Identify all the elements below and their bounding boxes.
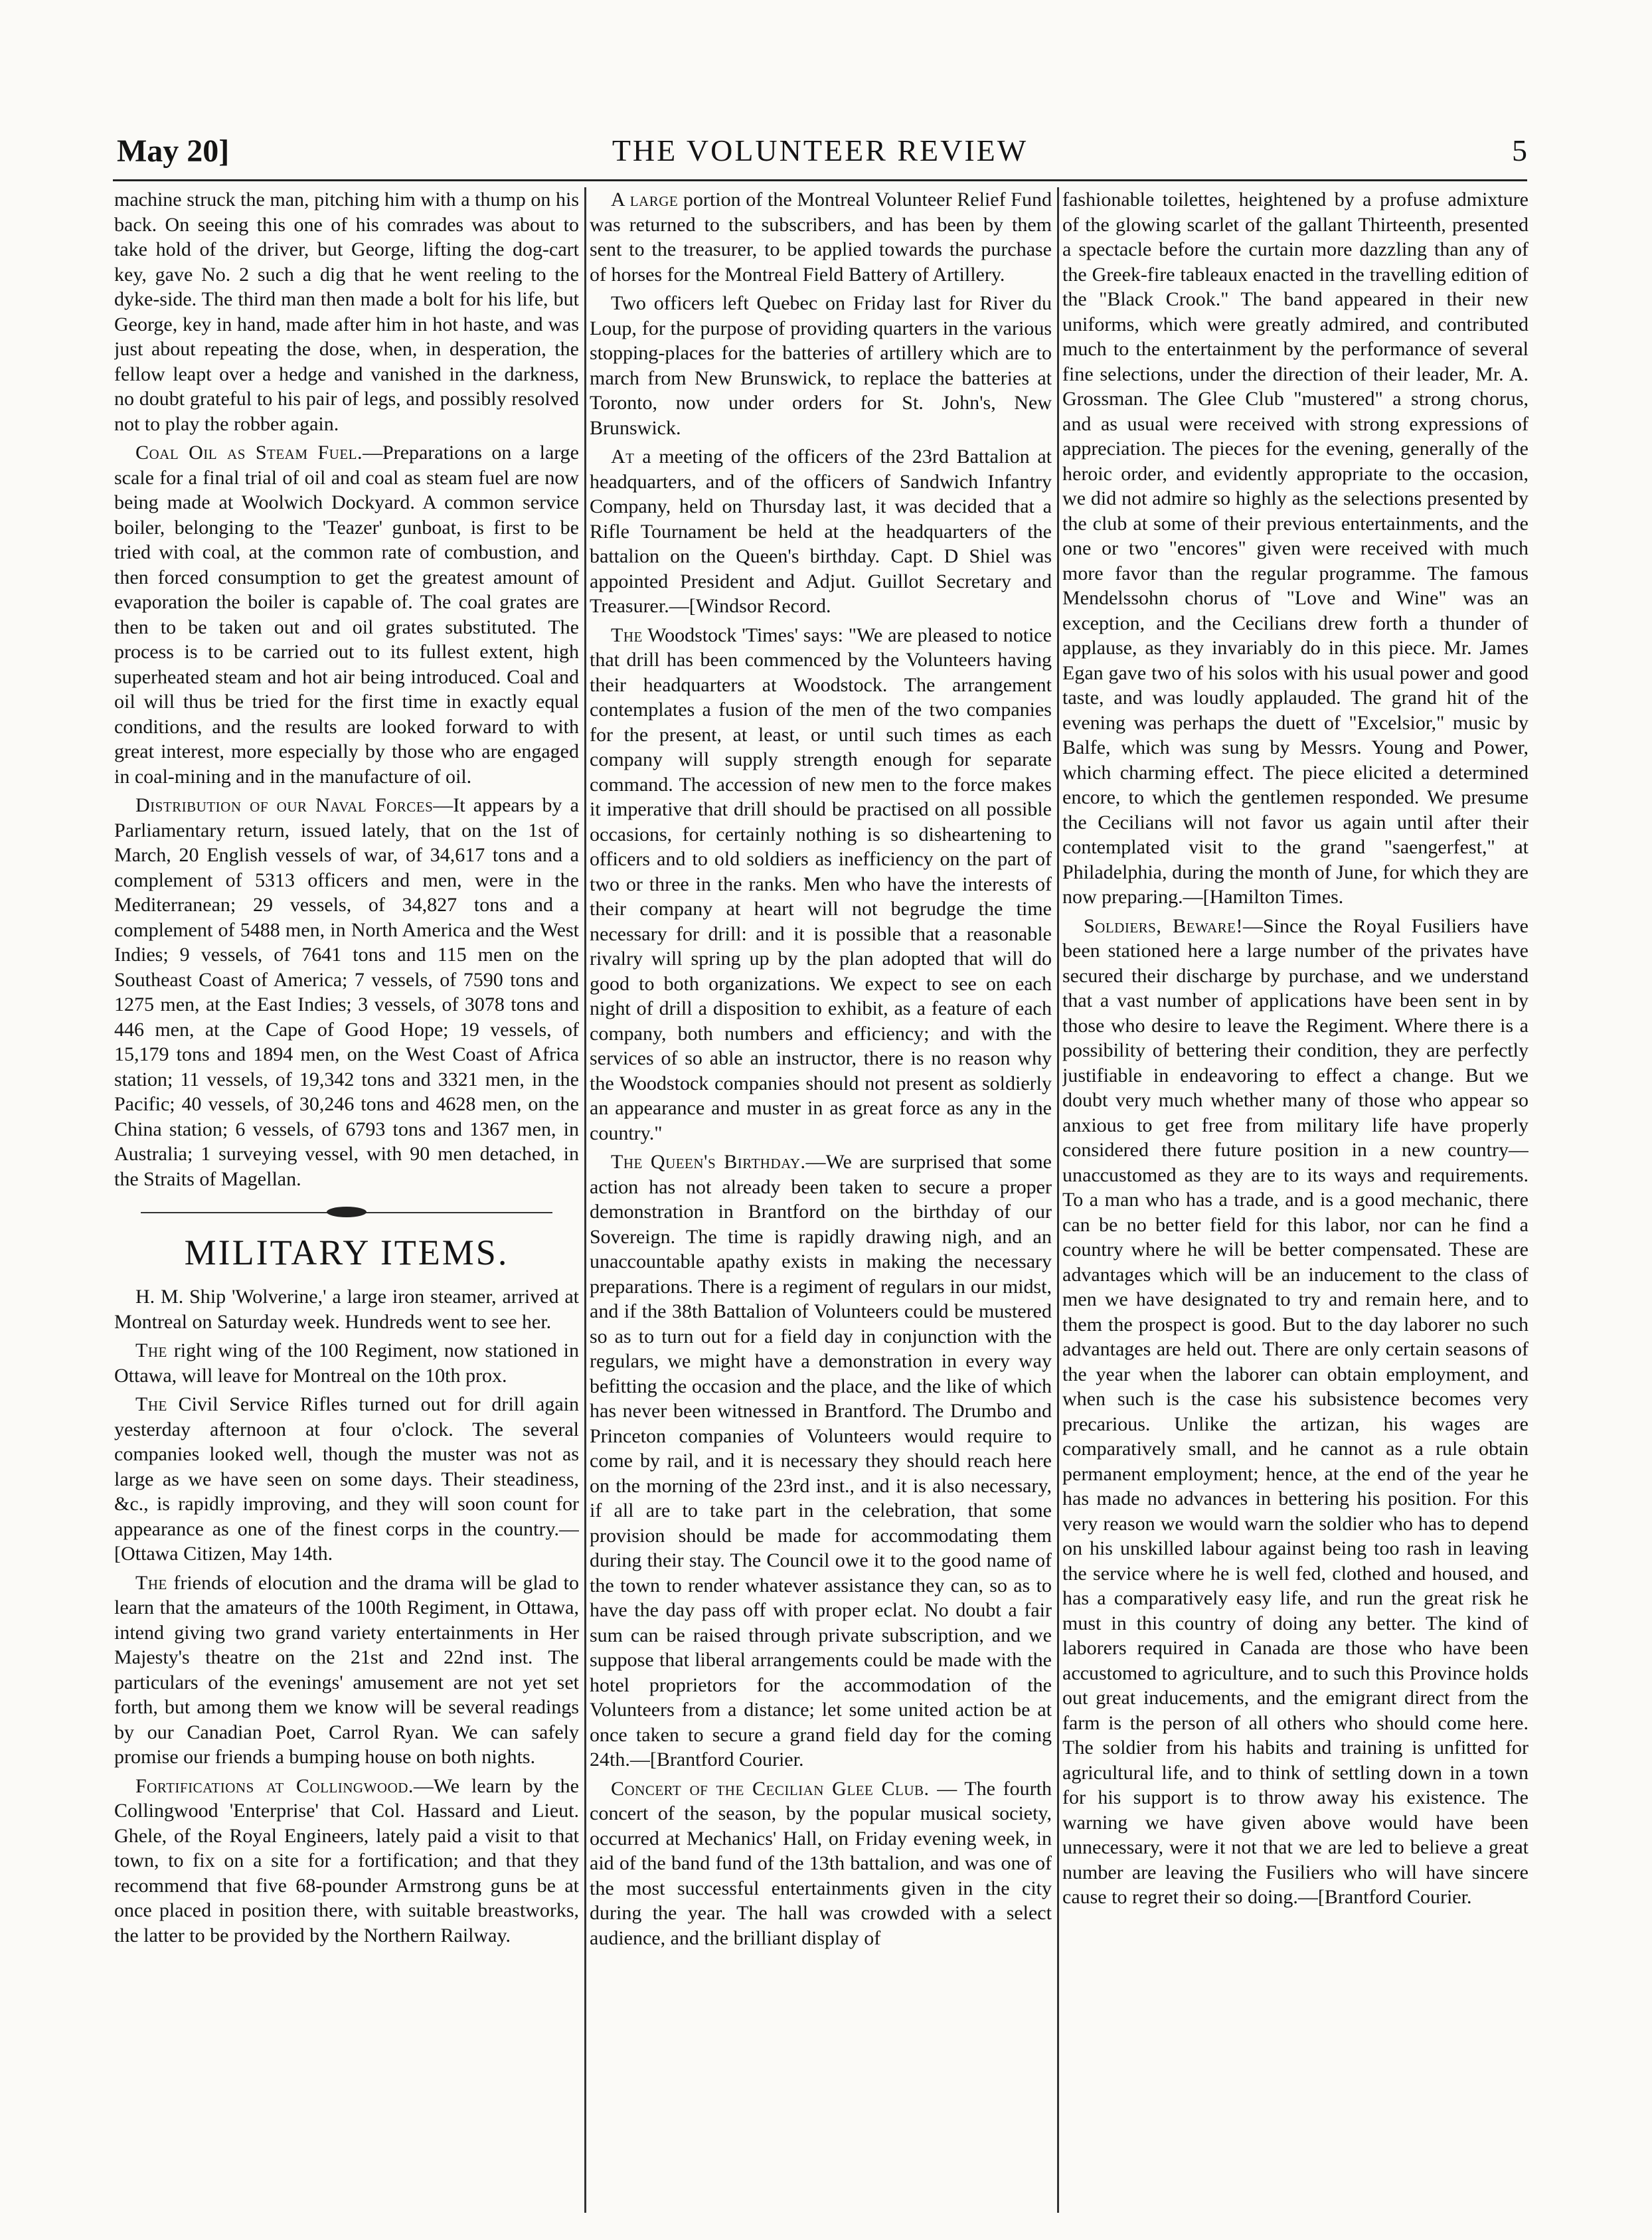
article-body: —We are surprised that some action has not already been taken to secure a proper demonstration in Brantford on the birthday of our Sovereign. The time is rapidly drawing nigh, and an unaccountable apathy exists in making the necessary preparations. There is a regiment of regulars in our midst, and if the 38th Battalion of Volunteers could be mustered so as to turn out for a field day in conjunction with the regulars, we might have a demonstration in every way befitting the occasion and the place, and the like of which has never been witnessed in Brantford. The Drumbo and Princeton companies of Volunteers would require to come by rail, and it is necessary they should reach here on the morning of the 23rd inst., and it is also necessary, if all are to take part in the celebration, that some provision should be made for accommodating them during their stay. The Council owe it to the good name of the town to render whatever assistance they can, so as to have the day pass off with proper eclat. No doubt a fair sum can be raised through private subscription, and we suppose that liberal arrangements could be made with the hotel proprietors for the accommodation of the Volunteers from a distance; let some united action be at once taken to secure a grand field day for the coming 24th.—[Brantford Courier. bbox=[590, 1151, 1052, 1770]
item-rifle-tournament bbox=[590, 444, 1052, 619]
article-continuation: machine struck the man, pitching him with a thump on his back. On seeing this one of his comrades was about to take hold of the driver, but George, lifting the dog-cart key, gave No. 2 such a dig that he went reeling to the dyke-side. The third man then made a bolt for his life, but George, key in hand, made after him in hot haste, and was just about repeating the dose, when, in desperation, the fellow leapt over a hedge and vanished in the darkness, no doubt grateful to his pair of legs, and possibly resolved not to play the robber again. bbox=[114, 189, 579, 435]
item-quebec-officers: Two officers left Quebec on Friday last for River du Loup, for the purpose of providing quarters in the various stopping-places for the batteries of artillery which are to march from New Brunswick, to replace the batteries at Toronto, now under orders for St. John's, New Brunswick. bbox=[590, 292, 1052, 439]
item-right-wing bbox=[114, 1338, 579, 1388]
column-1 bbox=[114, 187, 579, 2219]
publication-title: THE VOLUNTEER REVIEW bbox=[612, 133, 1029, 167]
article-lead: Coal Oil as Steam Fuel. bbox=[135, 442, 363, 464]
article-lead: Concert of the Cecilian Glee Club. bbox=[611, 1777, 930, 1800]
article-body: friends of elocution and the drama will be glad to learn that the amateurs of the 100th Regiment, in Ottawa, intend giving two grand variety entertainments in Her Majesty's theatre on the 21st and 22nd inst. The particulars of the evenings' amusement are not yet set forth, but among them we know will be several readings by our Canadian Poet, Carrol Ryan. We can safely promise our friends a bumping house on both nights. bbox=[114, 1571, 579, 1768]
section-title: MILITARY ITEMS. bbox=[184, 1233, 509, 1272]
article-continuation: fashionable toilettes, heightened by a profuse admixture of the glowing scarlet of the gallant Thirteenth, presented a spectacle before the curtain more dazzling than any of the Greek-fire tableaux enacted in the travelling edition of the "Black Crook." The band appeared in their new uniforms, which were greatly admired, and contributed much to the entertainment by the performance of several fine selections, under the direction of their leader, Mr. A. Grossman. The Glee Club "mustered" a strong chorus, and as usual were received with strong expressions of appreciation. The pieces for the evening, generally of the heroic order, and evidently appropriate to the occasion, we did not admire so highly as the selections presented by the club at some of their previous entertainments, and the one or two "encores" given were received with much more favor than the regular programme. The famous Mendelssohn chorus of "Love and Wine" was an exception, and the Cecilians drew forth a thunder of applause, as they invariably do in this piece. Mr. James Egan gave two of his solos with his usual power and good taste, and was loudly applauded. The grand hit of the evening was perhaps the duett of "Excelsior," music by Balfe, which was sung by Messrs. Young and Power, which charming effect. The piece elicited a determined encore, to which the gentlemen responded. We presume the Cecilians will not favor us again until after their contemplated visit to the grand "saengerfest," at Philadelphia, during the month of June, for which they are now preparing.—[Hamilton Times. bbox=[1062, 189, 1528, 908]
article-body: a meeting of the officers of the 23rd Battalion at headquarters, and of the officers of Sandwich Infantry Company, held on Thursday last, it was decided that a Rifle Tournament be held at the headquarters of the battalion on the Queen's birthday. Capt. D Shiel was appointed President and Adjut. Guillot Secretary and Treasurer.—[Windsor Record. bbox=[590, 446, 1052, 617]
article-body: —It appears by a Parliamentary return, issued lately, that on the 1st of March, 20 English vessels of war, of 34,617 tons and a complement of 5313 officers and men, were in the Mediterranean; 29 vessels, of 34,827 tons and a complement of 5488 men, in North America and the West Indies; 9 vessels, of 7641 tons and 115 men on the Southeast Coast of America; 7 vessels, of 7590 tons and 1275 men, at the East Indies; 3 vessels, of 3078 tons and 446 men, at the Cape of Good Hope; 19 vessels, of 15,179 tons and 1894 men, on the West Coast of Africa station; 11 vessels, of 19,342 tons and 3321 men, in the Pacific; 40 vessels, of 30,246 tons and 4628 men, on the China station; 6 vessels, of 6793 tons and 1367 men, in Australia; 1 surveying vessel, with 90 men detached, in the Straits of Magellan. bbox=[114, 794, 579, 1190]
header-rule bbox=[113, 179, 1527, 181]
column-2 bbox=[590, 187, 1052, 2219]
article-lead: The bbox=[135, 1393, 167, 1415]
column-divider bbox=[1057, 187, 1059, 2213]
article-lead: The Queen's Birthday. bbox=[611, 1151, 806, 1173]
item-wolverine: H. M. Ship 'Wolverine,' a large iron steamer, arrived at Montreal on Saturday week. Hundreds went to see her. bbox=[114, 1286, 579, 1333]
article-body: — The fourth concert of the season, by the popular musical society, occurred at Mechanics' Hall, on Friday evening week, in aid of the band fund of the 13th battalion, and was one of the most successful entertainments given in the city during the year. The hall was crowded with a select audience, and the brilliant display of bbox=[590, 1777, 1052, 1949]
article-naval-forces bbox=[114, 793, 579, 1191]
item-elocution bbox=[114, 1571, 579, 1770]
issue-date: May 20] bbox=[117, 133, 230, 169]
item-queens-birthday bbox=[590, 1150, 1052, 1772]
article-body: portion of the Montreal Volunteer Relief Fund was returned to the subscribers, and has been by them sent to the treasurer, to be applied towards the purchase of horses for the Montreal Field Battery of Artillery. bbox=[590, 189, 1052, 286]
item-woodstock-drill bbox=[590, 623, 1052, 1146]
article-coal-oil bbox=[114, 440, 579, 789]
article-body: right wing of the 100 Regiment, now stationed in Ottawa, will leave for Montreal on the 10th prox. bbox=[114, 1339, 579, 1387]
article-lead: A large bbox=[611, 189, 679, 211]
article-lead: At bbox=[611, 446, 635, 468]
article-lead: Fortifications at Collingwood. bbox=[135, 1774, 414, 1797]
article-lead: The bbox=[135, 1571, 167, 1594]
article-lead: Distribution of our Naval Forces bbox=[135, 794, 434, 816]
page-number: 5 bbox=[1512, 133, 1527, 167]
article-lead: Soldiers, Beware! bbox=[1084, 914, 1243, 937]
article-lead: The bbox=[135, 1339, 167, 1361]
article-body: Woodstock 'Times' says: "We are pleased to notice that drill has been commenced by the Volunteers having their headquarters at Woodstock. The arrangement contemplates a fusion of the men of the two companies for the present, at least, or until such times as each company will supply strength enough for separate command. The accession of new men to the force makes it imperative that drill should be practised on all possible occasions, for certainly nothing is so disheartening to officers and to old soldiers as inefficiency on the part of two or three in the ranks. Men who have the interests of their company at heart will not begrudge the time necessary for drill: and it is possible that a reasonable rivalry will spring up by the plan adopted that will do good to both organizations. We expect to see on each night of drill a disposition to exhibit, as a feature of each company, both numbers and efficiency; and with the services of so able an instructor, there is no reason why the Woodstock companies should not present as soldierly an appearance and muster in as great force as any in the country." bbox=[590, 624, 1052, 1144]
item-soldiers-beware bbox=[1062, 914, 1528, 1910]
article-body: —We learn by the Collingwood 'Enterprise' that Col. Hassard and Lieut. Ghele, of the Royal Engineers, lately paid a visit to that town, to fix on a site for a fortification; and that they recommend that five 68-pounder Armstrong guns be at once placed in position there, with suitable breastworks, the latter to be provided by the Northern Railway. bbox=[114, 1774, 579, 1946]
item-fortifications bbox=[114, 1774, 579, 1948]
section-separator bbox=[114, 1201, 579, 1225]
article-lead: The bbox=[611, 624, 643, 646]
article-body: —Since the Royal Fusiliers have been stationed here a large number of the privates have secured their discharge by purchase, and we understand that a vast number of applications have been sent in by those who desire to leave the Regiment. Where there is a possibility of bettering their condition, they are perfectly justifiable in endeavoring to effect a change. But we doubt very much whether many of those who appear so anxious to get free from military life have properly considered there future position in a new country—unaccustomed as they are to its ways and requirements. To a man who has a trade, and is a good mechanic, there can be no better field for this labor, nor can he find a country where he will be better compensated. These are advantages which will be an inducement to the class of men we have designated to try and remain here, and to them the prospect is good. But to the day laborer no such advantages are held out. There are only certain seasons of the year when the laborer can obtain employment, and when such is the case his subsistence becomes very precarious. Unlike the artizan, his wages are comparatively small, and he cannot as a rule obtain permanent employment; hence, at the end of the year he has made no advances in bettering his position. For this very reason we would warn the soldier who has to depend on his unskilled labour against being too rash in leaving the service where he is well fed, clothed and housed, and has a comparatively easy life, and run the great risk he must in this country of doing any better. The kind of laborers required in Canada are those who have been accustomed to agriculture, and to such this Province holds out great inducements, and the emigrant direct from the farm is the person of all others who should come here. The soldier from his habits and training is unfitted for agricultural life, and to think of settling down in a town for his support is to throw away his existence. The warning we have given above would have been unnecessary, were it not that we are led to believe a great number are leaving the Fusiliers who will have sincere cause to regret their so doing.—[Brantford Courier. bbox=[1062, 914, 1528, 1908]
column-divider bbox=[584, 187, 586, 2213]
item-relief-fund bbox=[590, 187, 1052, 287]
item-civil-service-rifles bbox=[114, 1392, 579, 1567]
column-3 bbox=[1062, 187, 1528, 2219]
article-body: —Preparations on a large scale for a final trial of oil and coal as steam fuel are now being made at Woolwich Dockyard. A common service boiler, belonging to the 'Teazer' gunboat, is first to be tried with coal, at the common rate of combustion, and then forced consumption to get the greatest amount of evaporation the boiler is capable of. The coal grates are then to be taken out and oil grates substituted. The process is to be carried out to its fullest extent, high superheated steam and hot air being introduced. Coal and oil will thus be tried for the first time in exactly equal conditions, and the results are looked forward to with great interest, more especially by those who are engaged in coal-mining and in the manufacture of oil. bbox=[114, 442, 579, 788]
item-cecilian-concert bbox=[590, 1776, 1052, 1951]
article-body: Civil Service Rifles turned out for drill again yesterday afternoon at four o'clock. The several companies looked well, though the muster was not as large as we have seen on some days. Their steadiness, &c., is rapidly improving, and they will soon count for appearance as one of the finest corps in the country.—[Ottawa Citizen, May 14th. bbox=[114, 1393, 579, 1565]
page-header bbox=[113, 133, 1527, 179]
